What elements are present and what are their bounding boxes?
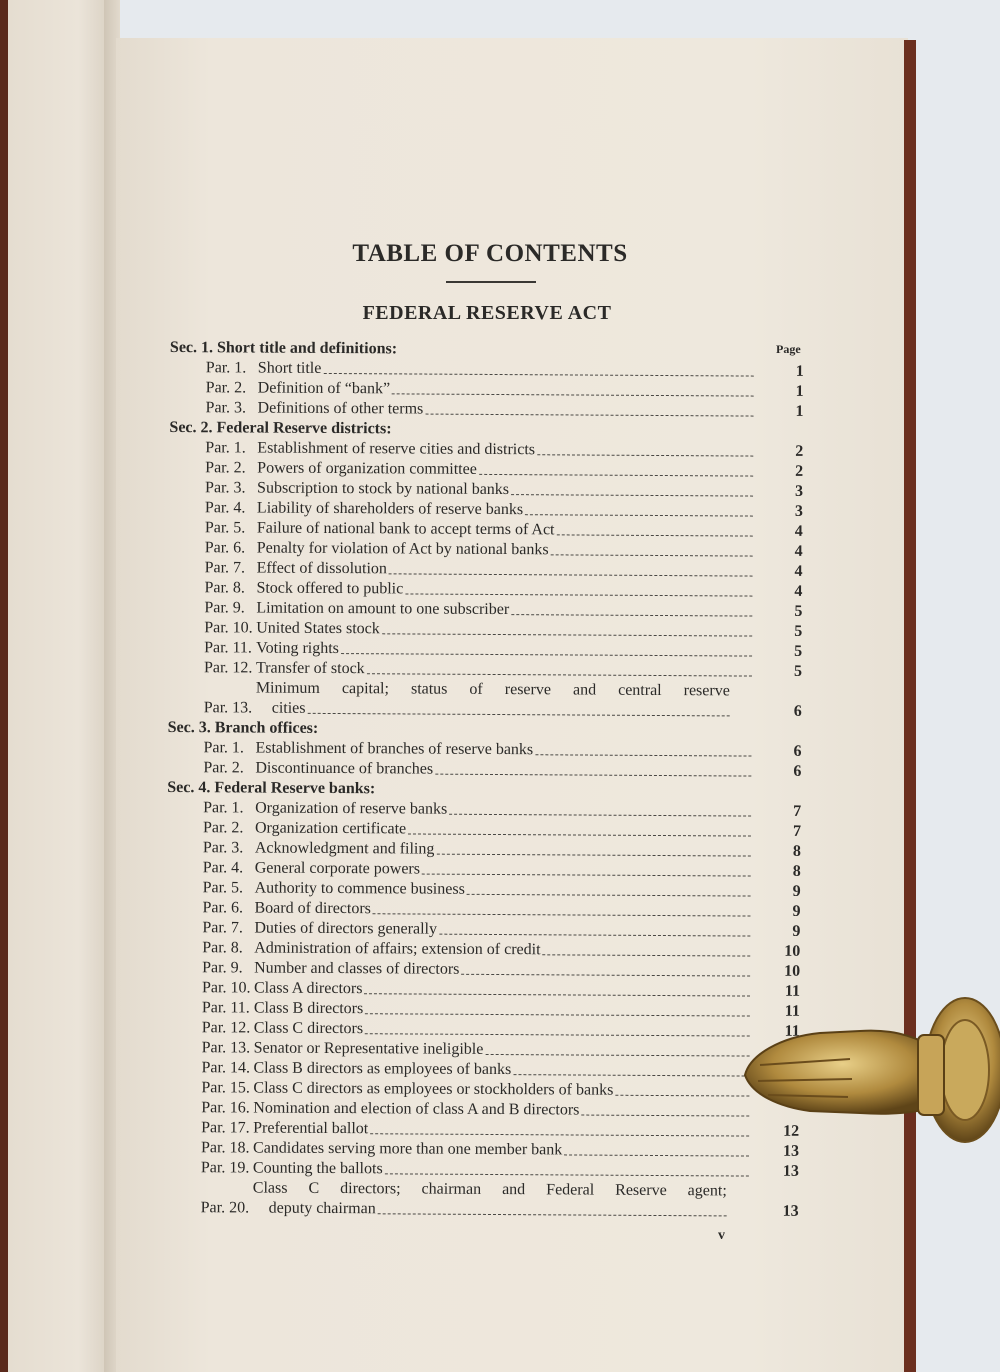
entry-title: General corporate powers [254, 859, 421, 878]
entry-page-number: 7 [792, 822, 802, 840]
entry-title: Establishment of branches of reserve banks [255, 739, 534, 759]
entry-title: Senator or Representative ineligible [253, 1039, 484, 1058]
entry-page-number: 13 [782, 1202, 799, 1220]
paragraph-number: Par. 1. [205, 359, 247, 377]
entry-page-number: 8 [792, 842, 801, 860]
dot-leader [307, 699, 729, 717]
dot-leader [551, 554, 753, 556]
paragraph-number: Par. 1. [205, 439, 246, 457]
entry-title: Minimum capital; status of reserve and central reserve [255, 679, 730, 700]
entry-page-number: 11 [784, 1002, 800, 1020]
paragraph-number: Par. 4. [204, 499, 246, 517]
paragraph-number: Par. 4. [202, 859, 244, 877]
dot-leader [385, 1173, 749, 1176]
entry-title: Penalty for violation of Act by national banks [256, 539, 549, 559]
dot-leader [436, 854, 750, 857]
entry-title: Short title [257, 359, 322, 377]
section-heading: Sec. 3. Branch offices: [167, 718, 319, 737]
paragraph-number: Par. 3. [205, 479, 246, 497]
dot-leader [405, 593, 752, 596]
paragraph-number: Par. 3. [205, 399, 247, 417]
entry-page-number: 1 [795, 362, 804, 380]
dot-leader [365, 1033, 750, 1036]
paragraph-number: Par. 12. [203, 659, 253, 677]
entry-page-number: 5 [793, 662, 803, 680]
dot-leader [537, 454, 753, 456]
entry-page-number: 11 [784, 1022, 800, 1040]
entry-page-number: 6 [793, 702, 802, 720]
dot-leader [370, 1133, 749, 1136]
paragraph-number: Par. 8. [202, 939, 243, 957]
entry-page-number: 3 [795, 482, 804, 500]
entry-title: Effect of dissolution [256, 559, 388, 578]
dot-leader [341, 653, 752, 657]
dot-leader [425, 414, 753, 417]
entry-page-number: 5 [794, 602, 803, 620]
paragraph-number: Par. 13. [203, 699, 253, 717]
paragraph-number: Par. 10. [201, 979, 251, 997]
entry-title: Transfer of stock [255, 659, 365, 678]
dot-leader [543, 954, 751, 956]
paragraph-number: Par. 14. [201, 1059, 251, 1077]
entry-title: Counting the ballots [252, 1159, 383, 1178]
entry-page-number: 2 [795, 442, 804, 460]
entry-title: Class C directors; chairman and Federal Reserve agent; [252, 1179, 727, 1200]
paragraph-number: Par. 10. [204, 619, 253, 637]
dot-leader [525, 514, 753, 516]
entry-title-continued [253, 1199, 727, 1222]
entry-page-number: 4 [794, 542, 803, 560]
brass-hand-clip-icon [740, 995, 1000, 1145]
entry-text-wrap [253, 1179, 749, 1222]
entry-title: Board of directors [254, 899, 371, 918]
entry-title: Powers of organization committee [257, 459, 477, 478]
dot-leader [513, 1074, 749, 1076]
entry-page-number: 4 [794, 562, 803, 580]
entry-page-number: 9 [792, 922, 801, 940]
entry-title: Definitions of other terms [257, 399, 424, 418]
dot-leader [511, 494, 753, 496]
entry-page-number: 13 [782, 1162, 799, 1180]
section-heading: Sec. 4. Federal Reserve banks: [167, 778, 376, 798]
entry-title: Class A directors [253, 979, 363, 998]
paragraph-number: Par. 13. [201, 1039, 251, 1057]
dot-leader [422, 874, 751, 877]
entry-title: Number and classes of directors [254, 959, 460, 978]
dot-leader [581, 1115, 749, 1117]
paragraph-number: Par. 5. [202, 879, 244, 897]
entry-title-continued [256, 699, 730, 722]
paragraph-number: Par. 3. [202, 839, 244, 857]
dot-leader [373, 913, 751, 916]
left-cover-edge [0, 0, 8, 1372]
entry-title: Acknowledgment and filing [254, 839, 435, 858]
page-column-header: Page [776, 342, 801, 356]
entry-page-number: 12 [783, 1122, 800, 1140]
section-heading: Sec. 2. Federal Reserve districts: [169, 418, 392, 438]
section-heading: Sec. 1. Short title and definitions: [169, 338, 398, 358]
dot-leader [564, 1154, 749, 1156]
paragraph-number: Par. 15. [201, 1079, 250, 1097]
left-page [0, 0, 112, 1372]
act-title: FEDERAL RESERVE ACT [362, 302, 612, 324]
entry-page-number: 3 [794, 502, 804, 520]
entry-page-number: 2 [795, 462, 804, 480]
dot-leader [364, 993, 750, 996]
paragraph-number: Par. 11. [201, 999, 250, 1017]
dot-leader [556, 534, 752, 536]
dot-leader [408, 833, 751, 836]
entry-page-number: 10 [784, 962, 801, 980]
dot-leader [511, 614, 752, 616]
dot-leader [439, 934, 750, 937]
entry-title: Subscription to stock by national banks [257, 479, 510, 499]
toc-entry [168, 678, 808, 722]
entry-title: Limitation on amount to one subscriber [256, 599, 510, 619]
page-folio: v [718, 1228, 725, 1243]
toc-entry [165, 1178, 805, 1222]
entry-title: Class B directors [253, 999, 364, 1018]
dot-leader [449, 814, 751, 817]
paragraph-number: Par. 11. [204, 639, 253, 657]
dot-leader [535, 754, 751, 756]
dot-leader [365, 1013, 750, 1016]
entry-title: Liability of shareholders of reserve banks [256, 499, 524, 519]
paragraph-number: Par. 18. [201, 1139, 250, 1157]
entry-title: Administration of affairs; extension of credit [254, 939, 541, 959]
paragraph-number: Par. 9. [204, 599, 245, 617]
dot-leader [378, 1199, 727, 1216]
entry-title: United States stock [256, 619, 380, 638]
entry-page-number: 11 [784, 982, 801, 1000]
entry-title: Voting rights [256, 639, 339, 658]
entry-title: Establishment of reserve cities and districts [257, 439, 536, 459]
entry-title-line2: deputy chairman [268, 1199, 376, 1218]
entry-title: Authority to commence business [254, 879, 465, 898]
dot-leader [479, 474, 753, 477]
paragraph-number: Par. 7. [202, 919, 243, 937]
paragraph-number: Par. 2. [203, 759, 244, 777]
dot-leader [392, 393, 754, 396]
entry-title: Discontinuance of branches [255, 759, 434, 778]
entry-title: Class C directors as employees or stockholders of banks [253, 1079, 614, 1099]
entry-page-number: 7 [793, 802, 802, 820]
entry-page-number: 4 [794, 522, 803, 540]
entry-page-number: 1 [795, 402, 804, 420]
entry-page-number: 5 [794, 622, 803, 640]
paragraph-number: Par. 2. [205, 379, 247, 397]
paragraph-number: Par. 9. [202, 959, 243, 977]
title-rule [446, 281, 536, 283]
paragraph-number: Par. 1. [203, 739, 245, 757]
entry-title: Organization certificate [254, 819, 407, 838]
entry-title: Candidates serving more than one member bank [253, 1139, 563, 1159]
entry-page-number: 13 [782, 1142, 800, 1160]
entry-title: Duties of directors generally [254, 919, 438, 938]
entry-text-wrap [256, 679, 752, 722]
paragraph-number: Par. 7. [204, 559, 246, 577]
entry-page-number: 6 [793, 762, 802, 780]
entry-title: Definition of “bank” [257, 379, 391, 398]
paragraph-number: Par. 1. [203, 799, 244, 817]
paragraph-number: Par. 5. [204, 519, 246, 537]
dot-leader [467, 894, 751, 897]
paragraph-number: Par. 12. [201, 1019, 251, 1037]
table-of-contents [165, 338, 810, 1222]
dot-leader [435, 774, 751, 777]
dot-leader [485, 1054, 749, 1057]
dot-leader [382, 633, 752, 636]
entry-page-number: 5 [794, 642, 803, 660]
entry-title-line2: cities [271, 699, 306, 717]
entry-title: Preferential ballot [253, 1119, 369, 1138]
dot-leader [461, 974, 750, 977]
dot-leader [367, 673, 752, 676]
entry-title: Class B directors as employees of banks [253, 1059, 512, 1079]
entry-page-number: 4 [794, 582, 803, 600]
paragraph-number: Par. 17. [201, 1119, 250, 1137]
entry-page-number: 9 [792, 902, 801, 920]
entry-page-number: 6 [793, 742, 802, 760]
paragraph-number: Par. 8. [204, 579, 245, 597]
entry-page-number: 10 [784, 942, 801, 960]
paragraph-number: Par. 6. [204, 539, 246, 557]
entry-title: Nomination and election of class A and B directors [253, 1099, 580, 1119]
dot-leader [615, 1095, 749, 1097]
paragraph-number: Par. 2. [202, 819, 244, 837]
dot-leader [323, 373, 753, 377]
page-title: TABLE OF CONTENTS [352, 240, 628, 267]
paragraph-number: Par. 16. [201, 1099, 250, 1117]
entry-title: Organization of reserve banks [255, 799, 448, 818]
entry-title: Stock offered to public [256, 579, 404, 598]
paragraph-number: Par. 19. [200, 1159, 250, 1177]
paragraph-number: Par. 20. [200, 1199, 250, 1217]
paragraph-number: Par. 6. [202, 899, 244, 917]
dot-leader [389, 573, 753, 576]
paragraph-number: Par. 2. [205, 459, 246, 477]
entry-page-number: 9 [792, 882, 801, 900]
entry-title: Failure of national bank to accept terms of Act [256, 519, 555, 539]
entry-title: Class C directors [253, 1019, 364, 1038]
entry-page-number: 8 [792, 862, 801, 880]
entry-page-number: 1 [795, 382, 804, 400]
